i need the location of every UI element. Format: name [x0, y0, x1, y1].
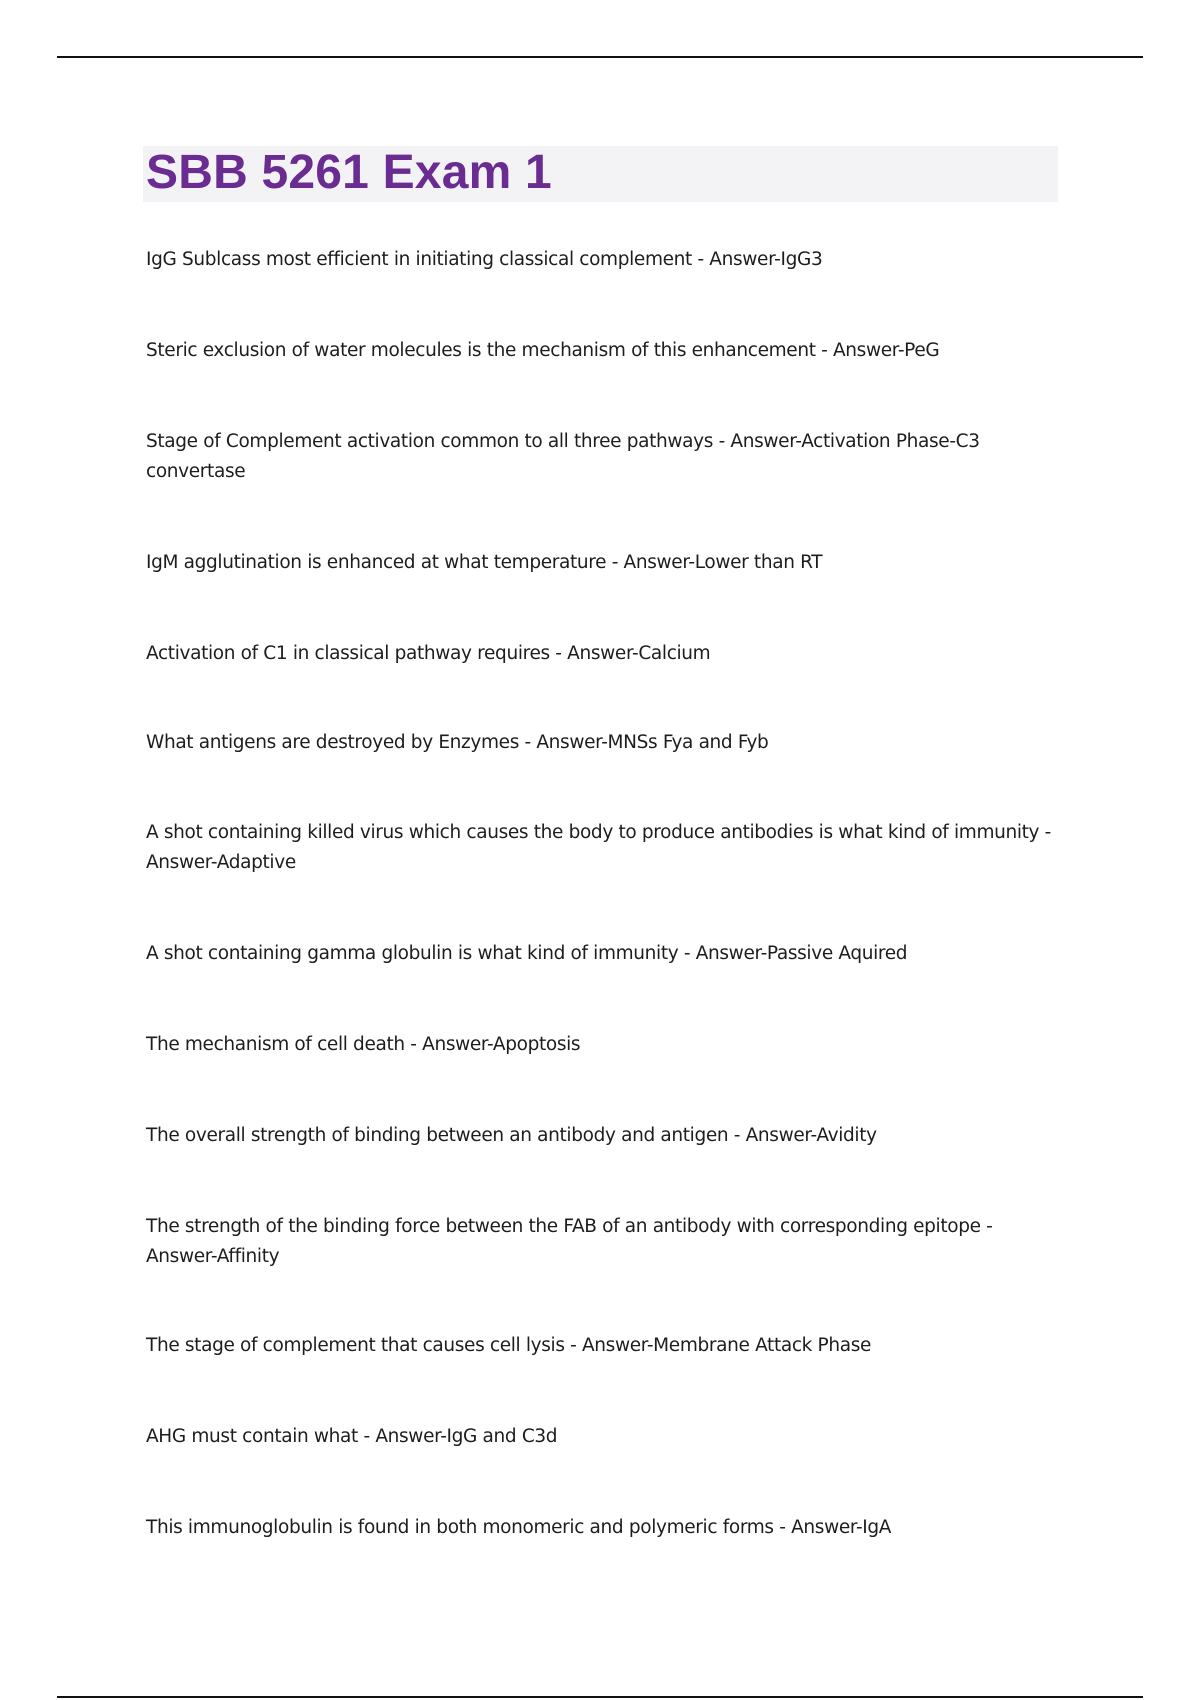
page-title: SBB 5261 Exam 1 — [146, 146, 552, 199]
qa-item: IgG Sublcass most efficient in initiating classical complement - Answer-IgG3 — [146, 249, 823, 270]
bottom-divider — [57, 1696, 1143, 1698]
qa-item: What antigens are destroyed by Enzymes - Answer-MNSs Fya and Fyb — [146, 732, 769, 753]
qa-item: IgM agglutination is enhanced at what temperature - Answer-Lower than RT — [146, 552, 823, 573]
qa-item: The mechanism of cell death - Answer-Apoptosis — [146, 1034, 581, 1055]
top-divider — [57, 56, 1143, 58]
qa-item: Stage of Complement activation common to all three pathways - Answer-Activation Phase-C3 convertase — [146, 431, 980, 482]
qa-item: A shot containing killed virus which causes the body to produce antibodies is what kind of immunity - Answer-Adaptive — [146, 822, 1052, 873]
qa-item: Activation of C1 in classical pathway requires - Answer-Calcium — [146, 643, 711, 664]
qa-item: AHG must contain what - Answer-IgG and C3d — [146, 1426, 558, 1447]
qa-item: This immunoglobulin is found in both monomeric and polymeric forms - Answer-IgA — [146, 1517, 892, 1538]
qa-item: A shot containing gamma globulin is what kind of immunity - Answer-Passive Aquired — [146, 943, 908, 964]
qa-item: The stage of complement that causes cell lysis - Answer-Membrane Attack Phase — [146, 1335, 872, 1356]
qa-item: The strength of the binding force between the FAB of an antibody with corresponding epitope - Answer-Affinity — [146, 1216, 993, 1267]
qa-item: The overall strength of binding between an antibody and antigen - Answer-Avidity — [146, 1125, 877, 1146]
qa-item: Steric exclusion of water molecules is the mechanism of this enhancement - Answer-PeG — [146, 340, 940, 361]
